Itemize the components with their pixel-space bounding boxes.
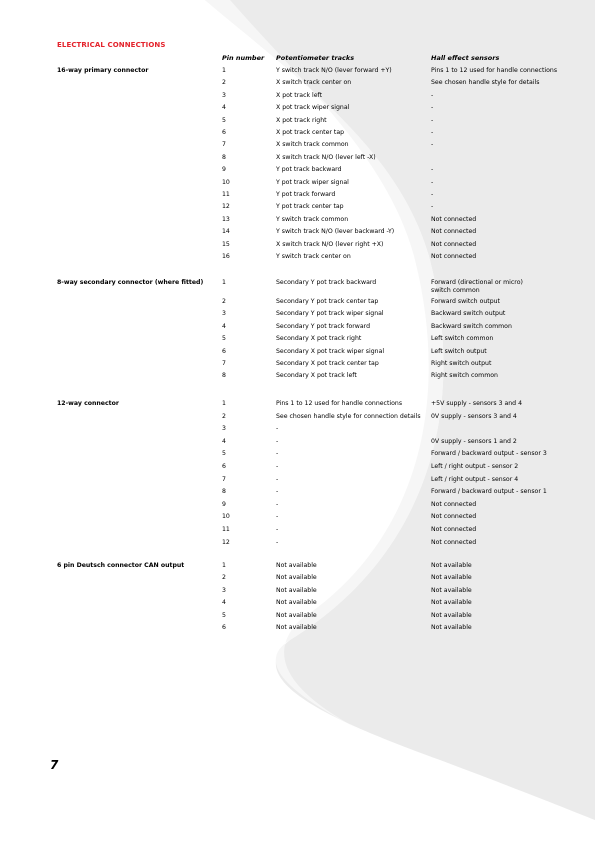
table-row	[0, 413, 595, 425]
table-row	[0, 526, 595, 538]
pin-cell: 7	[222, 475, 226, 483]
hall-effect-cell: Not connected	[431, 538, 477, 546]
hall-effect-cell: Forward switch output	[431, 297, 500, 305]
page-number: 7	[50, 758, 59, 772]
hall-effect-cell: Not available	[431, 624, 472, 631]
potentiometer-cell: -	[276, 500, 279, 508]
table-row	[0, 372, 595, 384]
table-row	[0, 587, 595, 599]
pin-cell: 1	[222, 562, 226, 569]
pin-cell: 8	[222, 488, 226, 496]
potentiometer-cell: Not available	[276, 611, 317, 619]
table-row	[0, 323, 595, 335]
pin-cell: 2	[222, 412, 226, 420]
pin-cell: 9	[222, 500, 226, 508]
hall-effect-cell: 0V supply - sensors 1 and 2	[431, 437, 517, 445]
table-row	[0, 624, 595, 636]
pin-cell: 5	[222, 450, 226, 458]
potentiometer-cell: Secondary X pot track wiper signal	[276, 347, 385, 355]
pin-cell: 5	[222, 335, 226, 343]
header-hall-effect-sensors: Hall effect sensors	[431, 54, 500, 62]
hall-effect-cell: Backward switch common	[431, 322, 512, 330]
header-pin-number: Pin number	[222, 54, 265, 62]
hall-effect-cell: Right switch common	[431, 372, 498, 380]
hall-effect-cell: Not connected	[431, 513, 477, 521]
hall-effect-cell: -	[431, 104, 434, 112]
potentiometer-cell: -	[276, 488, 279, 496]
potentiometer-cell: X pot track wiper signal	[276, 104, 350, 112]
potentiometer-cell: Y switch track N/O (lever backward -Y)	[276, 228, 395, 236]
hall-effect-cell: Not connected	[431, 228, 477, 236]
table-row	[0, 400, 595, 412]
hall-effect-cell: Forward / backward output - sensor 1	[431, 488, 547, 496]
hall-effect-cell: +5V supply - sensors 3 and 4	[431, 400, 523, 407]
potentiometer-cell: Secondary X pot track right	[276, 335, 362, 343]
hall-effect-cell-continued: switch common	[431, 287, 480, 294]
table-row	[0, 166, 595, 178]
potentiometer-cell: X pot track left	[276, 91, 323, 99]
hall-effect-cell: Left / right output - sensor 4	[431, 475, 519, 483]
table-row	[0, 348, 595, 360]
potentiometer-cell: Y pot track wiper signal	[276, 178, 349, 186]
table-row	[0, 129, 595, 141]
table-row	[0, 141, 595, 153]
potentiometer-cell: Secondary X pot track center tap	[276, 359, 379, 367]
potentiometer-cell: Secondary Y pot track backward	[276, 279, 377, 286]
potentiometer-cell: Y switch track N/O (lever forward +Y)	[276, 67, 392, 74]
hall-effect-cell: 0V supply - sensors 3 and 4	[431, 412, 517, 420]
pin-cell: 5	[222, 116, 226, 124]
pin-cell: 8	[222, 153, 226, 161]
pin-cell: 6	[222, 463, 226, 470]
pin-cell: 6	[222, 624, 226, 631]
pin-cell: 10	[222, 178, 230, 186]
potentiometer-cell: X switch track common	[276, 141, 349, 149]
hall-effect-cell: -	[431, 116, 434, 124]
potentiometer-cell: -	[276, 450, 279, 458]
table-row	[0, 335, 595, 347]
hall-effect-cell: -	[431, 178, 434, 186]
potentiometer-cell: -	[276, 513, 279, 521]
pin-cell: 4	[222, 437, 226, 445]
pin-cell: 2	[222, 79, 226, 87]
hall-effect-cell: Not connected	[431, 253, 477, 260]
table-row	[0, 92, 595, 104]
table-row	[0, 488, 595, 500]
table-row	[0, 574, 595, 586]
table-row	[0, 104, 595, 116]
hall-effect-cell: Not available	[431, 586, 472, 594]
table-row	[0, 203, 595, 215]
hall-effect-cell: -	[431, 166, 434, 174]
hall-effect-cell: -	[431, 129, 434, 136]
potentiometer-cell: -	[276, 526, 279, 533]
pin-cell: 6	[222, 129, 226, 136]
potentiometer-cell: Not available	[276, 624, 317, 631]
potentiometer-cell: -	[276, 463, 279, 470]
hall-effect-cell: Left switch common	[431, 335, 494, 343]
potentiometer-cell: See chosen handle style for connection details	[276, 412, 421, 420]
potentiometer-cell: X pot track right	[276, 116, 327, 124]
table-row	[0, 279, 595, 294]
potentiometer-cell: Y switch track center on	[276, 253, 351, 260]
potentiometer-cell: Y pot track forward	[276, 191, 336, 198]
table-row	[0, 117, 595, 129]
pin-cell: 6	[222, 347, 226, 355]
table-row	[0, 216, 595, 228]
table-row	[0, 310, 595, 322]
potentiometer-cell: Not available	[276, 599, 317, 607]
hall-effect-cell: See chosen handle style for details	[431, 79, 540, 87]
table-row	[0, 154, 595, 166]
hall-effect-cell: Not available	[431, 574, 472, 582]
section-label: 6 pin Deutsch connector CAN output	[57, 562, 185, 569]
hall-effect-cell: -	[431, 191, 434, 198]
pin-cell: 4	[222, 599, 226, 607]
potentiometer-cell: -	[276, 538, 279, 546]
pin-cell: 10	[222, 513, 230, 521]
hall-effect-cell: Right switch output	[431, 359, 492, 367]
hall-effect-cell: -	[431, 141, 434, 149]
pin-cell: 12	[222, 203, 230, 211]
hall-effect-cell: -	[431, 91, 434, 99]
table-row	[0, 539, 595, 551]
pin-cell: 8	[222, 372, 226, 380]
hall-effect-cell: Not connected	[431, 240, 477, 248]
potentiometer-cell: Secondary Y pot track center tap	[276, 297, 379, 305]
pin-cell: 9	[222, 166, 226, 174]
table-row	[0, 67, 595, 79]
pin-cell: 16	[222, 253, 230, 260]
potentiometer-cell: Y pot track backward	[276, 166, 342, 174]
page-title: ELECTRICAL CONNECTIONS	[57, 41, 166, 49]
potentiometer-cell: Not available	[276, 574, 317, 582]
potentiometer-cell: Not available	[276, 586, 317, 594]
potentiometer-cell: Secondary Y pot track forward	[276, 322, 371, 330]
hall-effect-cell: Backward switch output	[431, 310, 506, 318]
pin-cell: 12	[222, 538, 230, 546]
section-label: 12-way connector	[57, 400, 119, 407]
pin-cell: 3	[222, 425, 226, 433]
potentiometer-cell: Pins 1 to 12 used for handle connections	[276, 400, 403, 407]
table-row	[0, 438, 595, 450]
pin-cell: 3	[222, 586, 226, 594]
hall-effect-cell: Left / right output - sensor 2	[431, 463, 519, 470]
pin-cell: 4	[222, 322, 226, 330]
potentiometer-cell: -	[276, 437, 279, 445]
pin-cell: 4	[222, 104, 226, 112]
section-label: 16-way primary connector	[57, 67, 149, 74]
table-row	[0, 253, 595, 265]
pin-cell: 15	[222, 240, 230, 248]
potentiometer-cell: X pot track center tap	[276, 129, 345, 136]
hall-effect-cell: Pins 1 to 12 used for handle connections	[431, 67, 558, 74]
section-label: 8-way secondary connector (where fitted)	[57, 279, 204, 286]
table-row	[0, 501, 595, 513]
hall-effect-cell: Forward (directional or micro)	[431, 279, 523, 286]
pin-cell: 5	[222, 611, 226, 619]
table-row	[0, 298, 595, 310]
hall-effect-cell: Not connected	[431, 215, 477, 223]
table-row	[0, 562, 595, 574]
pin-cell: 1	[222, 400, 226, 407]
table-row	[0, 612, 595, 624]
potentiometer-cell: -	[276, 425, 279, 433]
header-potentiometer-tracks: Potentiometer tracks	[276, 54, 355, 62]
table-row	[0, 425, 595, 437]
pin-cell: 2	[222, 297, 226, 305]
table-row	[0, 476, 595, 488]
table-row	[0, 179, 595, 191]
pin-cell: 3	[222, 91, 226, 99]
table-row	[0, 599, 595, 611]
hall-effect-cell: Not available	[431, 599, 472, 607]
pin-cell: 11	[222, 191, 230, 198]
table-row	[0, 360, 595, 372]
hall-effect-cell: Not connected	[431, 500, 477, 508]
table-row	[0, 450, 595, 462]
potentiometer-cell: Secondary X pot track left	[276, 372, 357, 380]
potentiometer-cell: X switch track center on	[276, 79, 352, 87]
hall-effect-cell: Not available	[431, 611, 472, 619]
pin-cell: 13	[222, 215, 230, 223]
table-row	[0, 79, 595, 91]
pin-cell: 2	[222, 574, 226, 582]
hall-effect-cell: -	[431, 203, 434, 211]
potentiometer-cell: Y pot track center tap	[276, 203, 344, 211]
hall-effect-cell: Not connected	[431, 526, 477, 533]
table-row	[0, 513, 595, 525]
pin-cell: 7	[222, 359, 226, 367]
pin-cell: 1	[222, 279, 226, 286]
table-row	[0, 228, 595, 240]
potentiometer-cell: X switch track N/O (lever right +X)	[276, 240, 384, 248]
table-row	[0, 241, 595, 253]
pin-cell: 1	[222, 67, 226, 74]
potentiometer-cell: Not available	[276, 562, 317, 569]
table-row	[0, 463, 595, 475]
hall-effect-cell: Not available	[431, 562, 472, 569]
potentiometer-cell: -	[276, 475, 279, 483]
pin-cell: 11	[222, 526, 230, 533]
hall-effect-cell: Left switch output	[431, 347, 487, 355]
potentiometer-cell: Y switch track common	[276, 215, 349, 223]
potentiometer-cell: X switch track N/O (lever left -X)	[276, 153, 376, 161]
hall-effect-cell: Forward / backward output - sensor 3	[431, 450, 547, 458]
potentiometer-cell: Secondary Y pot track wiper signal	[276, 310, 384, 318]
pin-cell: 14	[222, 228, 230, 236]
pin-cell: 3	[222, 310, 226, 318]
pin-cell: 7	[222, 141, 226, 149]
table-row	[0, 191, 595, 203]
